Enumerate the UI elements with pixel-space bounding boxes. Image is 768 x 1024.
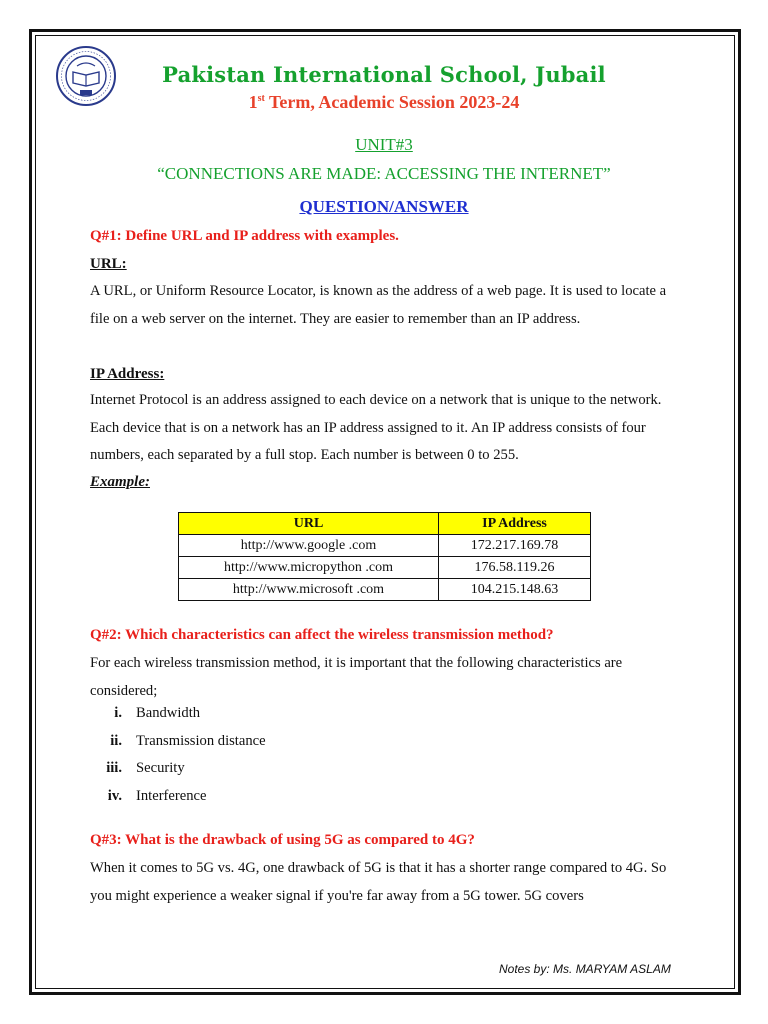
question-3: Q#3: What is the drawback of using 5G as compared to 4G? xyxy=(90,832,475,848)
table-row xyxy=(179,579,591,601)
list-item-number: ii. xyxy=(110,733,122,749)
list-item-number: i. xyxy=(114,705,122,721)
url-label: URL: xyxy=(90,256,127,272)
unit-title: “CONNECTIONS ARE MADE: ACCESSING THE INTERNET” xyxy=(157,164,611,183)
list-item-text: Security xyxy=(136,760,185,776)
table-cell-url: http://www.microsoft .com xyxy=(179,579,439,601)
table-cell-ip: 172.217.169.78 xyxy=(439,535,591,557)
table-row xyxy=(179,535,591,557)
table-header-url: URL xyxy=(179,513,439,535)
notes-footer: Notes by: Ms. MARYAM ASLAM xyxy=(499,962,671,976)
ip-address-label: IP Address: xyxy=(90,366,165,382)
list-item-text: Bandwidth xyxy=(136,705,201,721)
question-3-answer: When it comes to 5G vs. 4G, one drawback of 5G is that it has a shorter range compared to 4G. So you might experience a weaker signal if you're far away from a 5G tower. 5G covers xyxy=(90,860,667,904)
list-item-text: Transmission distance xyxy=(136,733,266,749)
table-cell-ip: 176.58.119.26 xyxy=(439,557,591,579)
section-heading: QUESTION/ANSWER xyxy=(299,197,469,216)
url-ip-table xyxy=(178,512,591,601)
table-cell-url: http://www.google .com xyxy=(179,535,439,557)
question-2: Q#2: Which characteristics can affect the wireless transmission method? xyxy=(90,627,554,643)
list-item-number: iv. xyxy=(107,788,122,804)
academic-term: 1st Term, Academic Session 2023-24 xyxy=(248,92,520,112)
ip-address-definition: Internet Protocol is an address assigned to each device on a network that is unique to the network. Each device that is on a network has an IP address assigned to it. An IP address consists of four numbers, each separated by a full stop. Each number is between 0 to 255. xyxy=(90,392,662,463)
url-definition: A URL, or Uniform Resource Locator, is known as the address of a web page. It is used to locate a file on a web server on the internet. They are easier to remember than an IP address. xyxy=(90,283,667,327)
school-logo xyxy=(55,45,117,107)
table-header-row xyxy=(179,513,591,535)
unit-number: UNIT#3 xyxy=(355,135,413,154)
question-2-intro: For each wireless transmission method, it is important that the following characteristics are considered; xyxy=(90,655,623,699)
school-name: Pakistan International School, Jubail xyxy=(162,62,606,87)
table-cell-url: http://www.micropython .com xyxy=(179,557,439,579)
table-cell-ip: 104.215.148.63 xyxy=(439,579,591,601)
list-item-text: Interference xyxy=(136,788,207,804)
list-item-number: iii. xyxy=(106,760,122,776)
table-header-ip: IP Address xyxy=(439,513,591,535)
table-row xyxy=(179,557,591,579)
question-1: Q#1: Define URL and IP address with examples. xyxy=(90,228,399,244)
example-label: Example: xyxy=(90,474,150,490)
